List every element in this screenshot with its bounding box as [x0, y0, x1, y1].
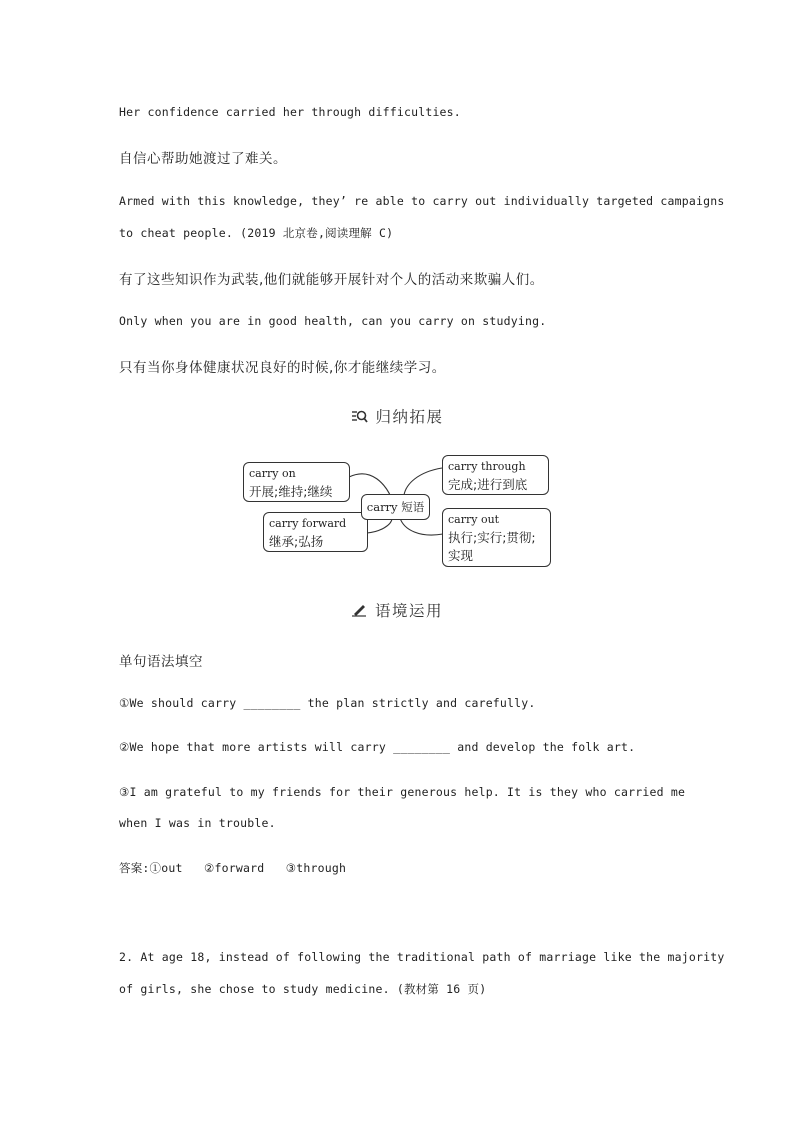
pencil-icon — [351, 604, 373, 620]
node-carry-through-en: carry through — [448, 460, 526, 473]
node-carry-forward-cn: 继承;弘扬 — [269, 534, 324, 549]
example-3-zh: 只有当你身体健康状况良好的时候,你才能继续学习。 — [119, 360, 446, 376]
next-item-line1: 2. At age 18, instead of following the traditional path of marriage like the majority — [119, 950, 725, 964]
question-1: ①We should carry ________ the plan strictly and carefully. — [119, 696, 536, 710]
example-2-en-line1: Armed with this knowledge, they’ re able to carry out individually targeted campaigns — [119, 194, 725, 208]
node-carry-on-en: carry on — [249, 467, 296, 480]
example-2-zh: 有了这些知识作为武装,他们就能够开展针对个人的活动来欺骗人们。 — [119, 272, 544, 288]
node-carry-out — [442, 508, 551, 567]
practice-subtitle: 单句语法填空 — [119, 654, 203, 670]
connector-carry-out — [400, 518, 443, 535]
node-carry-through-cn: 完成;进行到底 — [448, 477, 528, 492]
node-carry-out-en: carry out — [448, 513, 500, 526]
node-carry-on-cn: 开展;维持;继续 — [249, 484, 333, 499]
practice-title: 语境运用 — [374, 602, 443, 620]
node-carry-out-cn-line1: 执行;实行;贯彻; — [448, 530, 536, 545]
question-3-line2: when I was in trouble. — [119, 816, 276, 830]
node-carry-forward-en: carry forward — [269, 517, 347, 530]
question-2: ②We hope that more artists will carry ________ and develop the folk art. — [119, 740, 636, 754]
connector-carry-through — [404, 468, 442, 495]
node-carry-forward — [263, 512, 368, 552]
example-1-en: Her confidence carried her through difficulties. — [119, 105, 461, 119]
example-2-en-line2: to cheat people. (2019 北京卷,阅读理解 C) — [119, 226, 394, 240]
node-carry-through — [442, 455, 549, 495]
summary-title: 归纳拓展 — [375, 408, 444, 426]
answer-key: 答案:①out ②forward ③through — [119, 861, 347, 875]
example-1-zh: 自信心帮助她渡过了难关。 — [119, 151, 287, 167]
node-carry-out-cn-line2: 实现 — [448, 548, 474, 563]
next-item-line2: of girls, she chose to study medicine. (教材第 16 页) — [119, 982, 487, 996]
node-carry-on — [243, 462, 350, 502]
practice-heading — [0, 599, 794, 621]
question-3-line1: ③I am grateful to my friends for their generous help. It is they who carried me — [119, 785, 686, 799]
node-center: carry 短语 — [361, 494, 430, 520]
connector-carry-forward — [367, 518, 392, 533]
example-3-en: Only when you are in good health, can you carry on studying. — [119, 314, 547, 328]
